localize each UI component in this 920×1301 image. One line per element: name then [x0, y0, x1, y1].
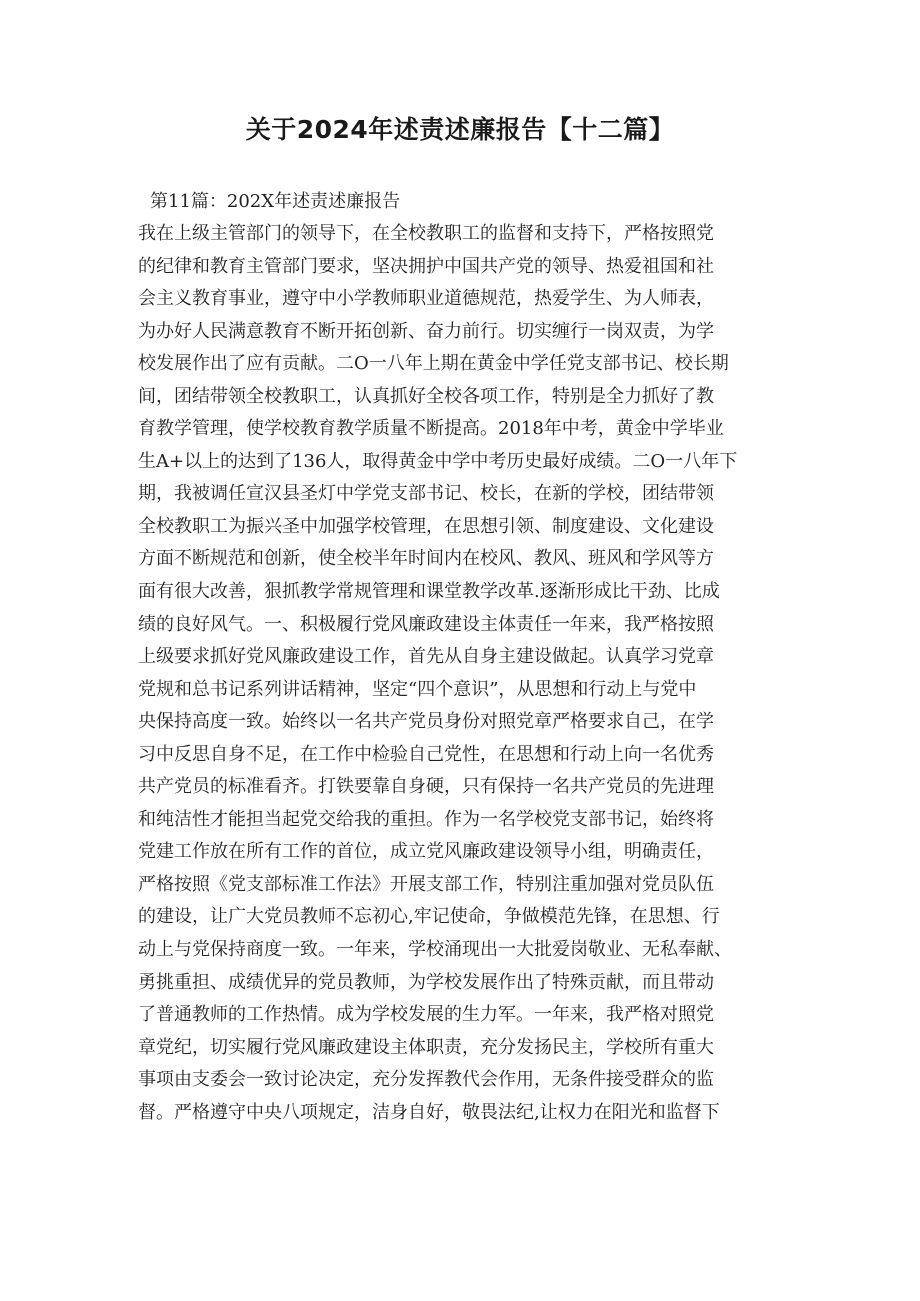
document-title: 关于2024年述责述廉报告【十二篇】	[245, 115, 675, 144]
paragraph-line: 我在上级主管部门的领导下，在全校教职工的监督和支持下，严格按照党	[138, 223, 714, 244]
paragraph-line: 党建工作放在所有工作的首位，成立党风廉政建设领导小组，明确责任，	[138, 841, 714, 863]
paragraph-text	[138, 218, 793, 1129]
paragraph-line: 期，我被调任宣汉县圣灯中学党支部书记、校长，在新的学校，团结带领	[138, 483, 714, 505]
paragraph-line: 勇挑重担、成绩优异的党员教师，为学校发展作出了特殊贡献，而且带动	[138, 971, 714, 993]
paragraph-line: 全校教职工为振兴圣中加强学校管理，在思想引领、制度建设、文化建设	[138, 515, 714, 537]
paragraph-line: 央保持高度一致。始终以一名共产党员身份对照党章严格要求自己，在学	[138, 711, 714, 733]
paragraph-line: 方面不断规范和创新，使全校半年时间内在校风、教风、班风和学风等方	[138, 548, 714, 570]
paragraph-line: 事项由支委会一致讨论决定，充分发挥教代会作用，无条件接受群众的监	[138, 1069, 714, 1091]
paragraph-line: 育教学管理，使学校教育教学质量不断提高。2018年中考，黄金中学毕业	[138, 418, 724, 440]
paragraph-line: 和纯洁性才能担当起党交给我的重担。作为一名学校党支部书记，始终将	[138, 808, 714, 830]
paragraph-line: 上级要求抓好党风廉政建设工作，首先从自身主建设做起。认真学习党章	[138, 646, 714, 668]
paragraph-line: 面有很大改善，狠抓教学常规管理和课堂教学改革.逐渐形成比干劲、比成	[138, 581, 720, 603]
paragraph-line: 章党纪，切实履行党风廉政建设主体职责，充分发扬民主，学校所有重大	[138, 1036, 714, 1058]
paragraph-line: 督。严格遵守中央八项规定，洁身自好，敬畏法纪,让权力在阳光和监督下	[138, 1101, 720, 1123]
paragraph-line: 严格按照《党支部标准工作法》开展支部工作，特别注重加强对党员队伍	[138, 873, 714, 895]
paragraph-line: 绩的良好风气。一、积极履行党风廉政建设主体责任一年来，我严格按照	[138, 613, 714, 635]
paragraph-line: 动上与党保持商度一致。一年来，学校涌现出一大批爱岗敬业、无私奉献、	[138, 939, 732, 961]
paragraph-line: 共产党员的标准看齐。打铁要靠自身硬，只有保持一名共产党员的先进理	[138, 776, 714, 798]
paragraph-line: 习中反思自身不足，在工作中检验自己党性，在思想和行动上向一名优秀	[138, 743, 714, 765]
article-body	[138, 186, 793, 1129]
section-heading: 第11篇：202X年述责述廉报告	[150, 191, 401, 212]
paragraph-line: 为办好人民满意教育不断开拓创新、奋力前行。切实缠行一岗双责，为学	[138, 320, 714, 342]
paragraph-line: 的建设，让广大党员教师不忘初心,牢记使命，争做模范先锋，在思想、行	[138, 906, 720, 928]
paragraph-line: 校发展作出了应有贡献。二O一八年上期在黄金中学任党支部书记、校长期	[138, 353, 729, 375]
paragraph-line: 党规和总书记系列讲话精神，坚定“四个意识”，从思想和行动上与党中	[138, 678, 697, 700]
paragraph-line: 间，团结带领全校教职工，认真抓好全校各项工作，特别是全力抓好了教	[138, 385, 714, 407]
paragraph-line: 生A+以上的达到了136人，取得黄金中学中考历史最好成绩。二O一八年下	[138, 450, 738, 472]
paragraph-line: 的纪律和教育主管部门要求，坚决拥护中国共产党的领导、热爱祖国和社	[138, 255, 714, 277]
paragraph-line: 了普通教师的工作热情。成为学校发展的生力军。一年来，我严格对照党	[138, 1004, 714, 1026]
paragraph-line: 会主义教育事业，遵守中小学教师职业道德规范，热爱学生、为人师表，	[138, 288, 714, 310]
